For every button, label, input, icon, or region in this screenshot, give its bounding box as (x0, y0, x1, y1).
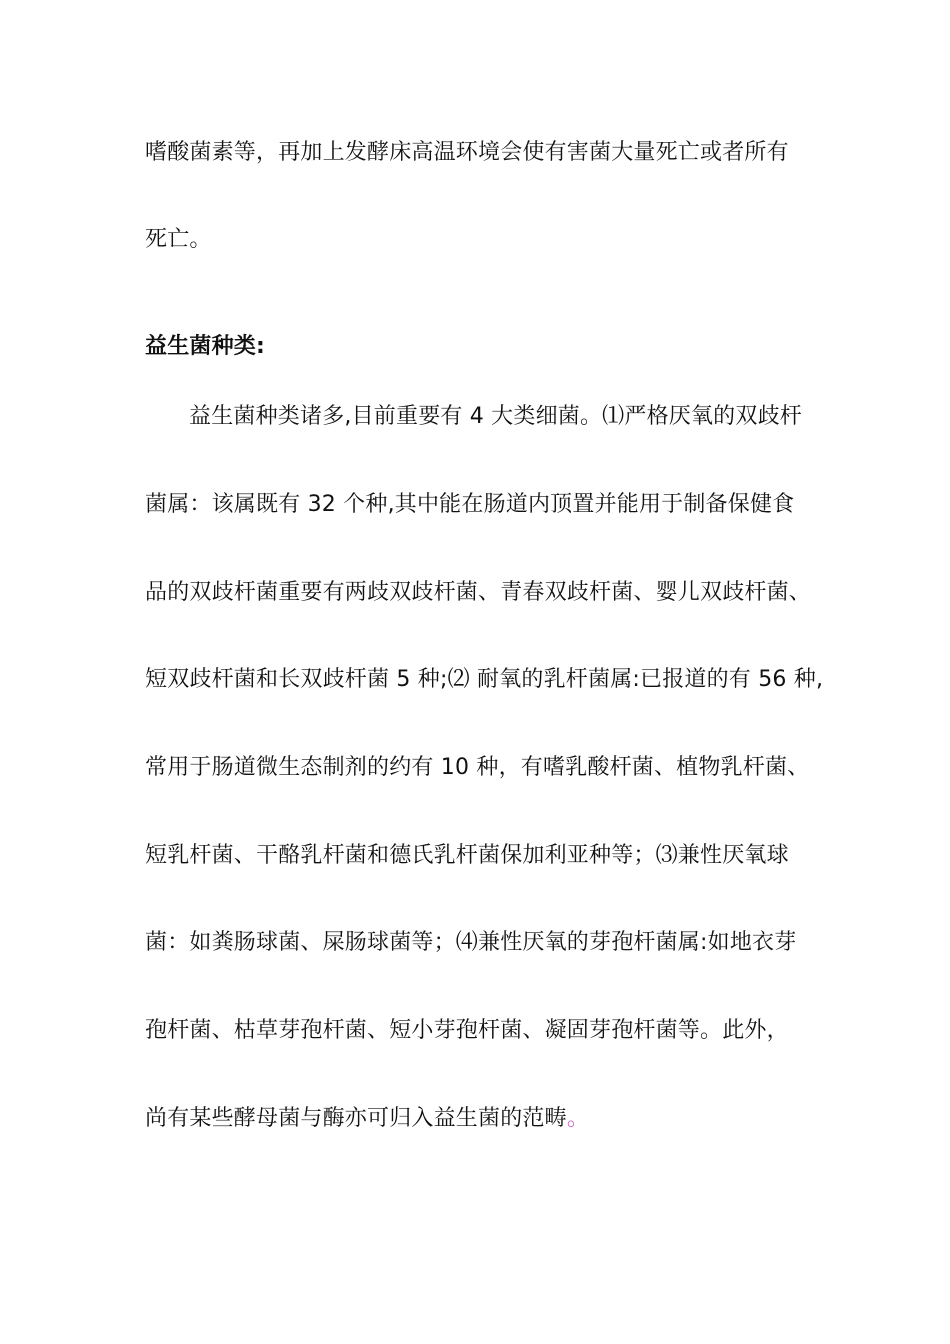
paragraph-line-4: 短双歧杆菌和长双歧杆菌 5 种;⑵ 耐氧的乳杆菌属:已报道的有 56 种, (145, 667, 824, 692)
paragraph-line-3: 品的双歧杆菌重要有两歧双歧杆菌、青春双歧杆菌、婴儿双歧杆菌、 (145, 580, 812, 605)
paragraph-end-mark: 。 (566, 1106, 590, 1131)
paragraph-continuation-line-1: 嗜酸菌素等，再加上发酵床高温环境会使有害菌大量死亡或者所有 (145, 140, 789, 165)
section-heading: 益生菌种类: (145, 334, 265, 359)
paragraph-line-6: 短乳杆菌、干酪乳杆菌和德氏乳杆菌保加利亚种等；⑶兼性厌氧球 (145, 843, 789, 868)
paragraph-continuation-line-2: 死亡。 (145, 227, 212, 252)
paragraph-line-2: 菌属：该属既有 32 个种,其中能在肠道内顶置并能用于制备保健食 (145, 492, 795, 517)
paragraph-line-1: 益生菌种类诸多,目前重要有 4 大类细菌。⑴严格厌氧的双歧杆 (189, 404, 802, 429)
paragraph-line-8: 孢杆菌、枯草芽孢杆菌、短小芽孢杆菌、凝固芽孢杆菌等。此外， (145, 1018, 789, 1043)
paragraph-last-line-text: 尚有某些酵母菌与酶亦可归入益生菌的范畴 (145, 1106, 567, 1131)
paragraph-line-5: 常用于肠道微生态制剂的约有 10 种，有嗜乳酸杆菌、植物乳杆菌、 (145, 755, 810, 780)
paragraph-last-line (145, 1104, 589, 1134)
paragraph-line-7: 菌：如粪肠球菌、屎肠球菌等；⑷兼性厌氧的芽孢杆菌属:如地衣芽 (145, 930, 797, 955)
